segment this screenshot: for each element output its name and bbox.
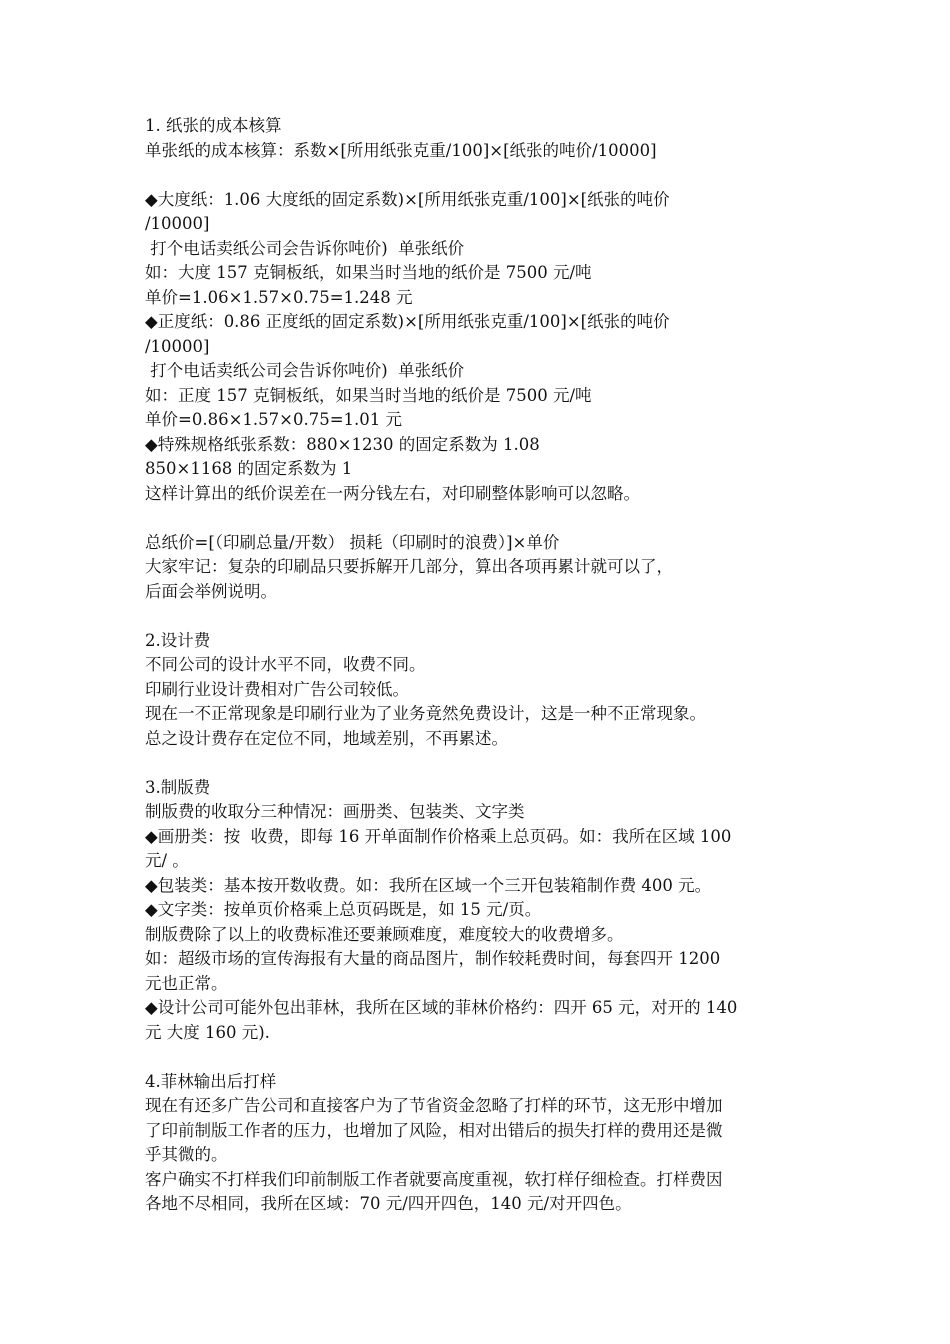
text-line: 这样计算出的纸价误差在一两分钱左右，对印刷整体影响可以忽略。 — [145, 483, 640, 503]
text-line: 后面会举例说明。 — [145, 581, 277, 601]
blank-line — [145, 163, 815, 188]
text-line: ◆特殊规格纸张系数：880×1230 的固定系数为 1.08 — [145, 434, 540, 454]
text-line: 元 大度 160 元). — [145, 1022, 270, 1042]
text-line: ◆设计公司可能外包出菲林，我所在区域的菲林价格约：四开 65 元，对开的 140 — [145, 998, 738, 1017]
text-line: 大家牢记：复杂的印刷品只要拆解开几部分，算出各项再累计就可以了， — [145, 557, 673, 576]
text-line: 如：超级市场的宣传海报有大量的商品图片，制作较耗费时间，每套四开 1200 — [145, 949, 721, 968]
text-line: ◆大度纸：1.06 大度纸的固定系数)×[所用纸张克重/100]×[纸张的吨价 — [145, 189, 670, 209]
blank-line — [145, 506, 815, 531]
blank-line — [145, 751, 815, 776]
section-4-heading: 4.菲林输出后打样 — [145, 1071, 277, 1091]
text-line: 元/ 。 — [145, 851, 189, 870]
text-line: 单价=0.86×1.57×0.75=1.01 元 — [145, 410, 402, 429]
text-line: ◆包装类：基本按开数收费。如：我所在区域一个三开包装箱制作费 400 元。 — [145, 875, 712, 895]
document-page — [145, 114, 815, 1217]
text-line: 印刷行业设计费相对广告公司较低。 — [145, 679, 409, 699]
text-line: 总纸价=[（印刷总量/开数） 损耗（印刷时的浪费）]×单价 — [145, 532, 560, 552]
text-line: 了印前制版工作者的压力，也增加了风险，相对出错后的损失打样的费用还是微 — [145, 1120, 723, 1140]
text-line: 制版费除了以上的收费标准还要兼顾难度，难度较大的收费增多。 — [145, 924, 624, 944]
text-line: 打个电话卖纸公司会告诉你吨价) 单张纸价 — [145, 238, 465, 258]
section-3-heading: 3.制版费 — [145, 777, 211, 797]
section-1-heading: 1. 纸张的成本核算 — [145, 116, 282, 135]
text-line: 单价=1.06×1.57×0.75=1.248 元 — [145, 287, 413, 307]
text-line: /10000] — [145, 336, 210, 356]
text-line: ◆文字类：按单页价格乘上总页码既是，如 15 元/页。 — [145, 900, 542, 919]
text-line: 单张纸的成本核算：系数×[所用纸张克重/100]×[纸张的吨价/10000] — [145, 140, 657, 160]
text-line: 总之设计费存在定位不同，地域差别，不再累述。 — [145, 728, 508, 748]
text-line: 如：正度 157 克铜板纸，如果当时当地的纸价是 7500 元/吨 — [145, 385, 592, 405]
section-2-heading: 2.设计费 — [145, 630, 211, 650]
text-line: 如：大度 157 克铜板纸，如果当时当地的纸价是 7500 元/吨 — [145, 263, 592, 282]
text-line: 不同公司的设计水平不同，收费不同。 — [145, 655, 426, 674]
blank-line — [145, 1045, 815, 1070]
text-line: /10000] — [145, 214, 210, 233]
blank-line — [145, 604, 815, 629]
text-line: 现在有还多广告公司和直接客户为了节省资金忽略了打样的环节，这无形中增加 — [145, 1096, 723, 1115]
text-line: 打个电话卖纸公司会告诉你吨价) 单张纸价 — [145, 361, 465, 380]
text-line: ◆画册类：按 收费，即每 16 开单面制作价格乘上总页码。如：我所在区域 100 — [145, 826, 732, 846]
text-line: 元也正常。 — [145, 973, 228, 993]
text-line: 客户确实不打样我们印前制版工作者就要高度重视，软打样仔细检查。打样费因 — [145, 1169, 723, 1189]
text-line: 现在一不正常现象是印刷行业为了业务竟然免费设计，这是一种不正常现象。 — [145, 704, 706, 723]
text-line: 乎其微的。 — [145, 1145, 228, 1164]
text-line: 各地不尽相同，我所在区域：70 元/四开四色，140 元/对开四色。 — [145, 1194, 632, 1213]
text-line: 制版费的收取分三种情况：画册类、包装类、文字类 — [145, 802, 525, 821]
text-line: ◆正度纸：0.86 正度纸的固定系数)×[所用纸张克重/100]×[纸张的吨价 — [145, 312, 670, 331]
text-line: 850×1168 的固定系数为 1 — [145, 459, 353, 478]
